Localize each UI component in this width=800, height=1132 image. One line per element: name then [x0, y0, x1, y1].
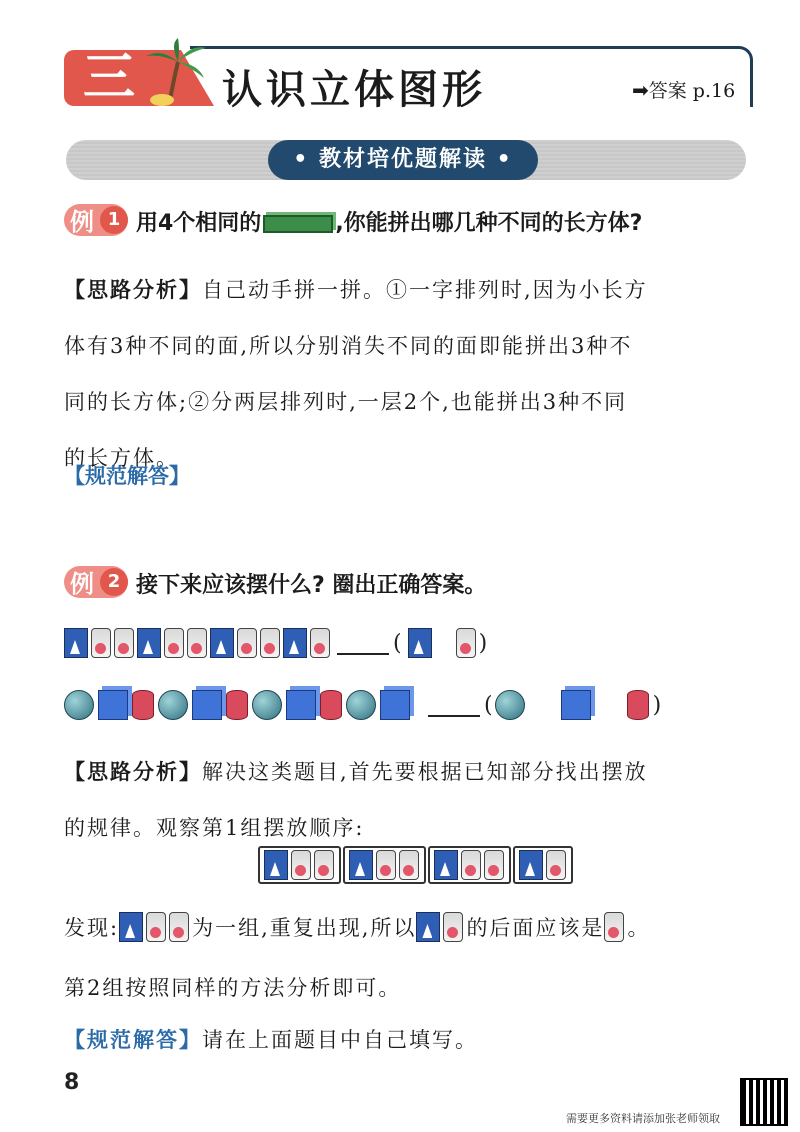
can-icon [114, 628, 134, 658]
sphere-icon [158, 690, 188, 720]
can-icon [314, 850, 334, 880]
cube-icon [192, 690, 222, 720]
answer-reference: ➡答案 p.16 [632, 78, 736, 102]
box-icon [519, 850, 543, 880]
box-icon [264, 850, 288, 880]
sequence-group [513, 846, 573, 884]
example-2-answer: 【规范解答】请在上面题目中自己填写。 [64, 1028, 478, 1052]
can-icon [399, 850, 419, 880]
palm-tree-icon [140, 38, 210, 108]
box-icon [434, 850, 458, 880]
discovery-line: 发现: 为一组,重复出现,所以 的后面应该是 。 [64, 912, 650, 942]
example-2-analysis: 【思路分析】解决这类题目,首先要根据已知部分找出摆放 的规律。观察第1组摆放顺序: [64, 760, 648, 840]
can-icon [310, 628, 330, 658]
example-1-analysis: 【思路分析】自己动手拼一拼。①一字排列时,因为小长方 体有3种不同的面,所以分别消失不同的面即能拼出3种不 同的长方体;②分两层排列时,一层2个,也能拼出3种不同 的长方体。 [64, 278, 648, 470]
example-1-answer-label: 【规范解答】 [64, 464, 190, 488]
grouped-sequence [258, 846, 575, 884]
footer-note: 需要更多资料请添加张老师领取 [566, 1112, 720, 1125]
cylinder-icon [226, 690, 248, 720]
box-icon [137, 628, 161, 658]
box-icon [210, 628, 234, 658]
can-icon [260, 628, 280, 658]
option-box-icon[interactable] [408, 628, 432, 658]
can-icon [546, 850, 566, 880]
cube-icon [286, 690, 316, 720]
can-icon [461, 850, 481, 880]
can-icon [146, 912, 166, 942]
qr-code-icon [740, 1078, 788, 1126]
second-group-note: 第2组按照同样的方法分析即可。 [64, 976, 402, 1000]
sphere-icon [64, 690, 94, 720]
sequence-group [258, 846, 341, 884]
can-icon [484, 850, 504, 880]
can-icon [604, 912, 624, 942]
example-2-question: 接下来应该摆什么? 圈出正确答案。 [136, 573, 487, 598]
page-number: 8 [64, 1070, 80, 1095]
sphere-icon [252, 690, 282, 720]
can-icon [376, 850, 396, 880]
sphere-icon [346, 690, 376, 720]
cube-icon [380, 690, 410, 720]
box-icon [64, 628, 88, 658]
section-banner-label: • 教材培优题解读 • [268, 140, 538, 180]
sequence-group [343, 846, 426, 884]
cuboid-block-icon [263, 215, 333, 233]
box-icon [119, 912, 143, 942]
answer-blank[interactable] [337, 631, 389, 655]
answer-label: 【规范解答】 [64, 1028, 202, 1052]
arrow-right-icon: ➡ [632, 78, 649, 102]
can-icon [91, 628, 111, 658]
can-icon [164, 628, 184, 658]
answer-blank[interactable] [428, 693, 480, 717]
analysis-label: 【思路分析】 [64, 278, 202, 302]
box-icon [349, 850, 373, 880]
cylinder-icon [320, 690, 342, 720]
can-icon [291, 850, 311, 880]
can-icon [187, 628, 207, 658]
option-cube-icon[interactable] [561, 690, 591, 720]
box-icon [416, 912, 440, 942]
example-2-badge: 例 2 [64, 566, 128, 598]
example-1-badge: 例 1 [64, 204, 128, 236]
cube-icon [98, 690, 128, 720]
example-1-question: 用4个相同的 ,你能拼出哪几种不同的长方体? [136, 211, 643, 236]
option-cylinder-icon[interactable] [627, 690, 649, 720]
chapter-number: 三 [82, 48, 135, 108]
can-icon [237, 628, 257, 658]
box-icon [283, 628, 307, 658]
sequence-row-2: ( ) [64, 690, 661, 720]
sequence-group [428, 846, 511, 884]
analysis-label: 【思路分析】 [64, 760, 202, 784]
sequence-row-1: ( ) [64, 628, 487, 658]
page-title: 认识立体图形 [222, 67, 486, 113]
can-icon [443, 912, 463, 942]
option-sphere-icon[interactable] [495, 690, 525, 720]
cylinder-icon [132, 690, 154, 720]
option-can-icon[interactable] [456, 628, 476, 658]
can-icon [169, 912, 189, 942]
